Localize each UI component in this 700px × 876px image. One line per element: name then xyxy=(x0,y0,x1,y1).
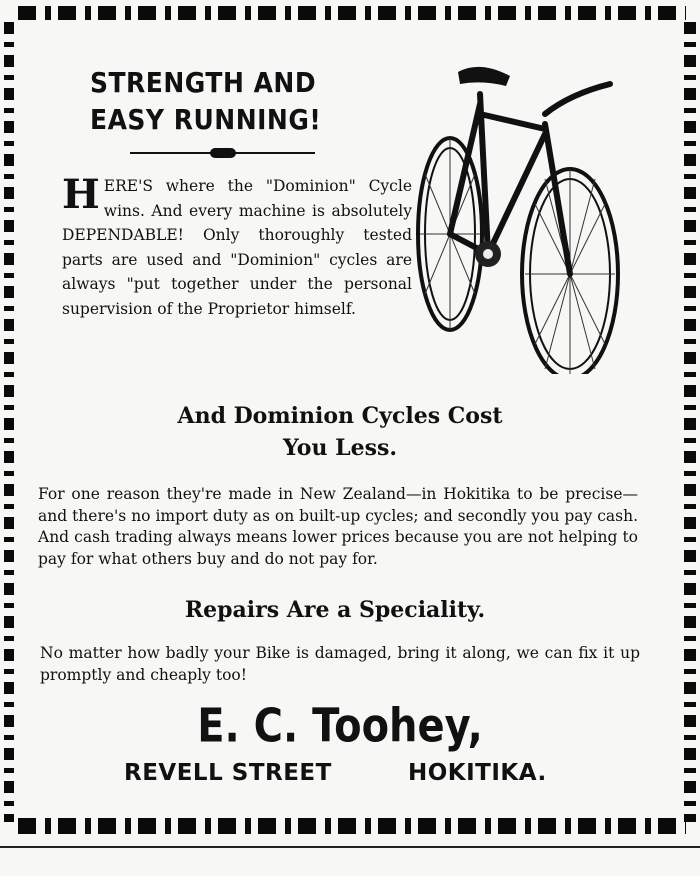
repairs-heading: Repairs Are a Speciality. xyxy=(184,597,486,623)
page-rule xyxy=(0,846,700,848)
ornament-divider xyxy=(130,148,315,158)
repairs-paragraph: No matter how badly your Bike is damaged, bring it along, we can fix it up promptly and cheaply too! xyxy=(40,644,640,684)
intro-text: ERE'S where the "Dominion" Cycle wins. And every machine is absolutely DEPENDABLE! Only thoroughly tested parts are used and "Dominion" cycles are always "put together under the personal supervision of the Proprietor himself. xyxy=(62,177,412,318)
headline-line-2: EASY RUNNING! xyxy=(90,103,322,136)
cost-heading xyxy=(150,400,530,464)
merchant-name: E. C. Toohey, xyxy=(197,700,483,753)
merchant-town: HOKITIKA. xyxy=(408,760,547,786)
bicycle-icon xyxy=(410,54,625,374)
merchant-street: REVELL STREET xyxy=(124,760,332,786)
cost-heading-line-1: And Dominion Cycles Cost xyxy=(177,403,503,429)
headline-line-1: STRENGTH AND xyxy=(90,66,317,99)
cost-heading-line-2: You Less. xyxy=(282,435,398,461)
bottom-border xyxy=(18,818,686,834)
left-border xyxy=(4,22,14,822)
top-border xyxy=(18,6,686,20)
headline xyxy=(90,64,321,138)
drop-cap: H xyxy=(62,171,100,218)
intro-paragraph xyxy=(62,171,412,321)
right-border xyxy=(684,22,696,822)
cost-paragraph: For one reason they're made in New Zealand—in Hokitika to be precise—and there's no import duty as on built-up cycles; and secondly you pay cash. And cash trading always means lower prices because you are not helping to pay for what others buy and do not pay for. xyxy=(38,485,638,568)
